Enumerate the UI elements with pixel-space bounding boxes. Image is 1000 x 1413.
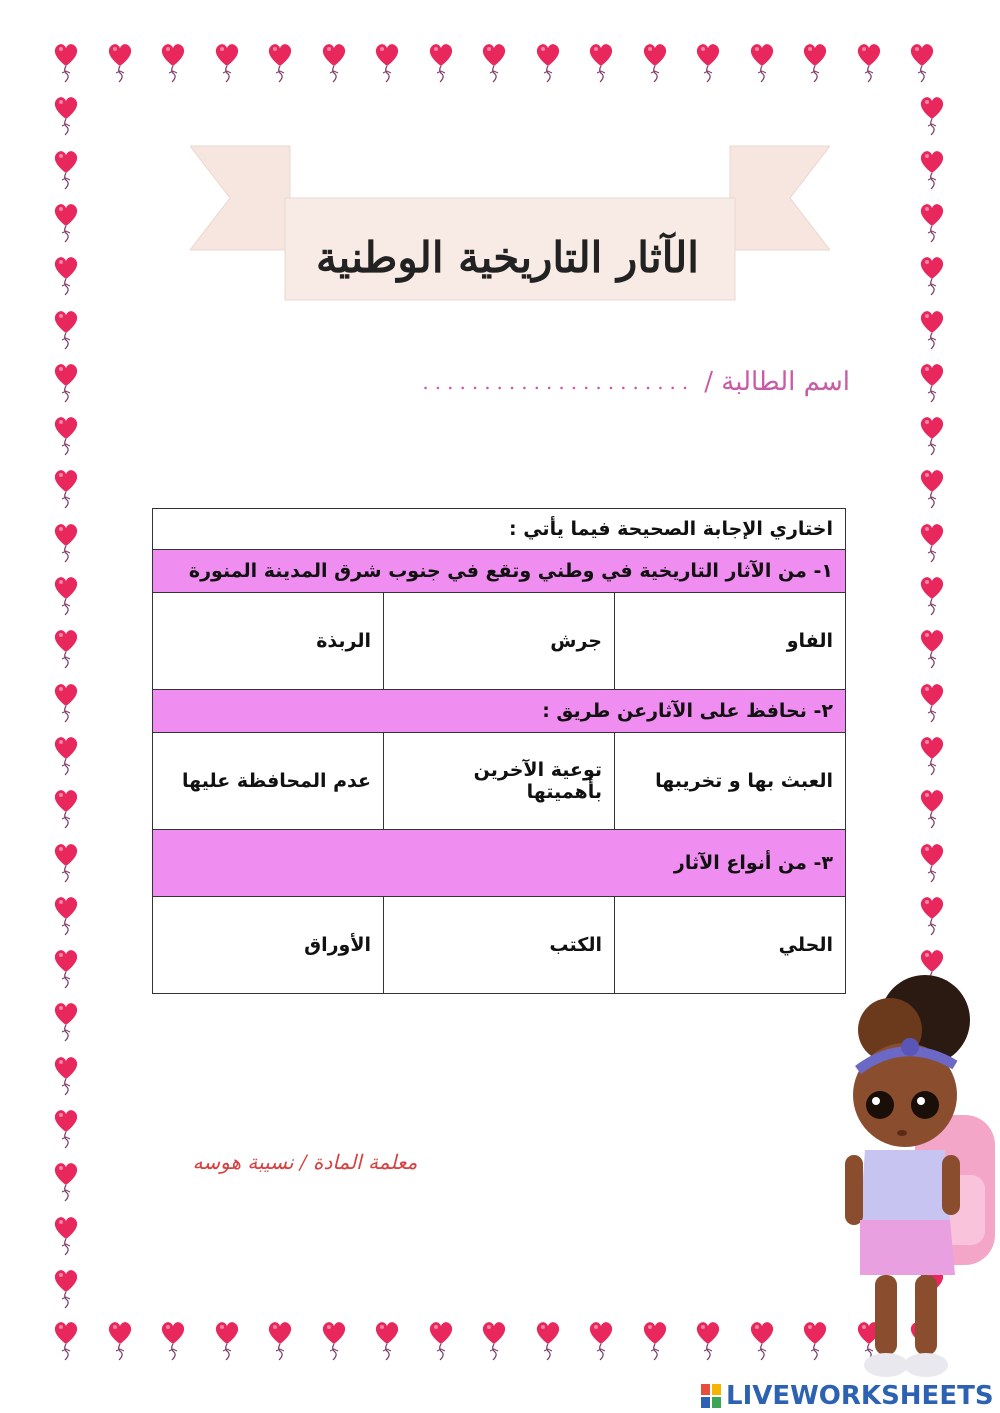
teacher-signature: معلمة المادة / نسيبة هوسه	[192, 1150, 418, 1174]
heart-balloon-icon	[320, 1318, 348, 1362]
heart-balloon-icon	[918, 680, 946, 724]
question-row-2	[153, 690, 846, 733]
girl-illustration	[820, 975, 1000, 1385]
heart-balloon-icon	[52, 1266, 80, 1310]
heart-balloon-icon	[641, 40, 669, 84]
options-row-2	[153, 733, 846, 830]
option-2-3[interactable]: عدم المحافظة عليها	[153, 733, 384, 830]
question-text-3: ٣- من أنواع الآثار	[153, 830, 846, 897]
ribbon-right-tail	[730, 146, 830, 250]
heart-balloon-icon	[52, 413, 80, 457]
heart-balloon-icon	[52, 946, 80, 990]
heart-balloon-icon	[918, 893, 946, 937]
heart-balloon-icon	[918, 147, 946, 191]
student-name-label: اسم الطالبة /	[704, 367, 850, 397]
heart-balloon-icon	[266, 1318, 294, 1362]
heart-balloon-icon	[918, 520, 946, 564]
liveworksheets-logo	[700, 1378, 1000, 1413]
heart-balloon-icon	[52, 307, 80, 351]
heart-balloon-icon	[748, 40, 776, 84]
option-3-1[interactable]: الحلي	[615, 897, 846, 994]
heart-balloon-icon	[427, 40, 455, 84]
options-row-1	[153, 593, 846, 690]
heart-balloon-icon	[159, 1318, 187, 1362]
heart-balloon-icon	[918, 840, 946, 884]
heart-balloon-icon	[480, 1318, 508, 1362]
option-3-2[interactable]: الكتب	[384, 897, 615, 994]
ribbon-left-tail	[190, 146, 290, 250]
heart-balloon-icon	[52, 520, 80, 564]
heart-balloon-icon	[918, 573, 946, 617]
heart-balloon-icon	[52, 1053, 80, 1097]
heart-balloon-icon	[266, 40, 294, 84]
heart-balloon-icon	[52, 1213, 80, 1257]
heart-balloon-icon	[52, 733, 80, 777]
heart-balloon-icon	[52, 466, 80, 510]
heart-balloon-icon	[534, 1318, 562, 1362]
heart-balloon-icon	[213, 40, 241, 84]
heart-balloon-icon	[918, 733, 946, 777]
heart-balloon-icon	[918, 253, 946, 297]
heart-balloon-icon	[918, 466, 946, 510]
heart-balloon-icon	[52, 573, 80, 617]
heart-balloon-icon	[320, 40, 348, 84]
option-1-2[interactable]: جرش	[384, 593, 615, 690]
heart-balloon-icon	[694, 1318, 722, 1362]
heart-balloon-icon	[534, 40, 562, 84]
heart-balloon-icon	[52, 893, 80, 937]
heart-balloon-icon	[52, 360, 80, 404]
heart-balloon-icon	[52, 93, 80, 137]
quiz-table	[152, 508, 846, 994]
heart-balloon-icon	[855, 40, 883, 84]
heart-balloon-icon	[587, 1318, 615, 1362]
instruction-row	[153, 509, 846, 550]
heart-balloon-icon	[52, 253, 80, 297]
heart-balloon-icon	[52, 40, 80, 84]
heart-balloon-icon	[52, 626, 80, 670]
instruction-text: اختاري الإجابة الصحيحة فيما يأتي :	[153, 509, 846, 550]
heart-balloon-icon	[106, 40, 134, 84]
heart-balloon-icon	[213, 1318, 241, 1362]
options-row-3	[153, 897, 846, 994]
option-2-1[interactable]: العبث بها و تخريبها	[615, 733, 846, 830]
page-title: الآثار التاريخية الوطنية	[316, 232, 699, 282]
question-row-1	[153, 550, 846, 593]
option-3-3[interactable]: الأوراق	[153, 897, 384, 994]
heart-balloon-icon	[52, 999, 80, 1043]
heart-balloon-icon	[918, 307, 946, 351]
option-1-3[interactable]: الربذة	[153, 593, 384, 690]
heart-balloon-icon	[918, 200, 946, 244]
heart-balloon-icon	[427, 1318, 455, 1362]
heart-balloon-icon	[159, 40, 187, 84]
heart-balloon-icon	[52, 680, 80, 724]
heart-balloon-icon	[373, 1318, 401, 1362]
heart-balloon-icon	[801, 40, 829, 84]
heart-balloon-icon	[918, 93, 946, 137]
heart-balloon-icon	[106, 1318, 134, 1362]
student-name-field[interactable]: ......................	[422, 370, 695, 394]
heart-balloon-icon	[52, 1159, 80, 1203]
heart-balloon-icon	[52, 147, 80, 191]
liveworksheets-logo-icon	[700, 1383, 722, 1409]
option-1-1[interactable]: الفاو	[615, 593, 846, 690]
heart-balloon-icon	[587, 40, 615, 84]
heart-balloon-icon	[52, 200, 80, 244]
heart-balloon-icon	[52, 786, 80, 830]
heart-balloon-icon	[908, 40, 936, 84]
student-name-line	[330, 362, 850, 402]
heart-balloon-icon	[52, 1106, 80, 1150]
question-text-1: ١- من الآثار التاريخية في وطني وتقع في جنوب شرق المدينة المنورة	[153, 550, 846, 593]
question-row-3	[153, 830, 846, 897]
heart-balloon-icon	[918, 413, 946, 457]
question-text-2: ٢- نحافظ على الآثارعن طريق :	[153, 690, 846, 733]
heart-balloon-icon	[373, 40, 401, 84]
heart-balloon-icon	[52, 1318, 80, 1362]
heart-balloon-icon	[52, 840, 80, 884]
brand-text: LIVEWORKSHEETS	[726, 1380, 994, 1411]
heart-balloon-icon	[918, 626, 946, 670]
heart-balloon-icon	[918, 786, 946, 830]
heart-balloon-icon	[694, 40, 722, 84]
option-2-2[interactable]: توعية الآخرين بأهميتها	[384, 733, 615, 830]
heart-balloon-icon	[641, 1318, 669, 1362]
heart-balloon-icon	[918, 360, 946, 404]
heart-balloon-icon	[748, 1318, 776, 1362]
heart-balloon-icon	[480, 40, 508, 84]
